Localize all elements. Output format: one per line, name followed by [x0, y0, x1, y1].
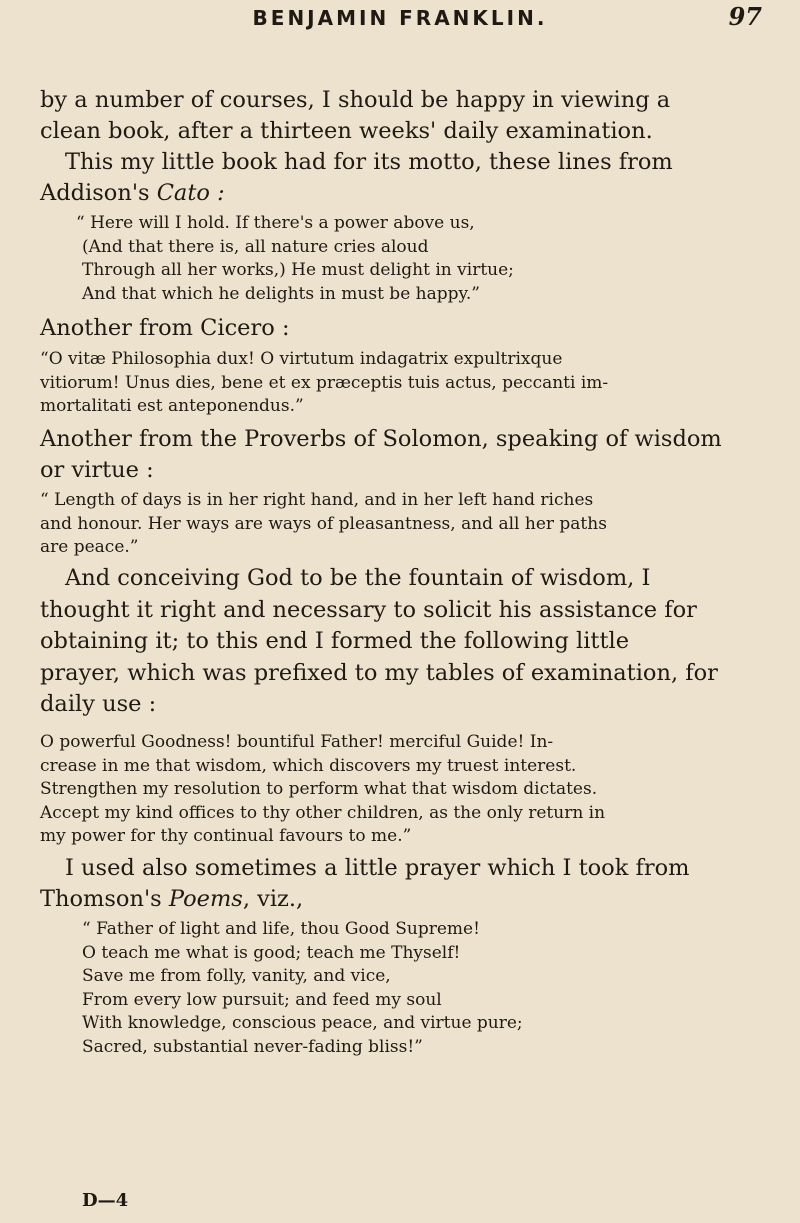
prayer-line: crease in me that wisdom, which discovers my truest interest. [40, 755, 577, 776]
text-line: obtaining it; to this end I formed the following little [40, 628, 630, 654]
quote-line: are peace.” [40, 537, 139, 557]
text-span: Addison's [40, 180, 157, 206]
paragraph-fountain [40, 563, 770, 721]
paragraph-proverbs [40, 424, 770, 486]
verse-line: Through all her works,) He must delight in virtue; [82, 260, 514, 280]
verse-line: “ Here will I hold. If there's a power above us, [76, 213, 475, 233]
prayer-line: my power for thy continual favours to me.” [40, 826, 412, 846]
verse-line: O teach me what is good; teach me Thyself! [82, 942, 461, 963]
quote-line: “ Length of days is in her right hand, and in her left hand riches [40, 490, 594, 510]
text-line: And conceiving God to be the fountain of wisdom, I [65, 565, 651, 591]
text-line: daily use : [40, 691, 157, 717]
verse-line: “ Father of light and life, thou Good Supreme! [82, 919, 480, 939]
prayer-line: Accept my kind offices to thy other children, as the only return in [40, 802, 606, 823]
quote-line: “O vitæ Philosophia dux! O virtutum indagatrix expultrixque [40, 349, 563, 369]
running-header: BENJAMIN FRANKLIN. [252, 6, 548, 30]
text-line: or virtue : [40, 457, 154, 483]
verse-line: And that which he delights in must be happy.” [82, 283, 480, 304]
page-number: 97 [728, 2, 762, 31]
text-line: clean book, after a thirteen weeks' daily examination. [40, 118, 653, 144]
quote-thomson [82, 918, 742, 1059]
prayer-line: O powerful Goodness! bountiful Father! merciful Guide! In- [40, 732, 554, 752]
quote-line: mortalitati est anteponendus.” [40, 396, 304, 416]
book-title-cato: Cato : [156, 180, 225, 206]
text-line: thought it right and necessary to solicit his assistance for [40, 596, 697, 623]
text-line: prayer, which was prefixed to my tables of examination, for [40, 659, 718, 686]
text-span: Thomson's [40, 886, 169, 912]
verse-line: Save me from folly, vanity, and vice, [82, 966, 391, 986]
paragraph-courses [40, 85, 770, 147]
quote-line: vitiorum! Unus dies, bene et ex præceptis tuis actus, peccanti im- [40, 372, 609, 393]
text-line [40, 178, 770, 209]
text-line: I used also sometimes a little prayer which I took from [65, 855, 690, 881]
text-line: Another from the Proverbs of Solomon, speaking of wisdom [40, 426, 722, 452]
quote-cato [76, 212, 736, 306]
prayer-text [40, 731, 770, 849]
paragraph-thomson [40, 853, 770, 915]
book-title-poems: Poems [168, 886, 243, 912]
quote-line: and honour. Her ways are ways of pleasantness, and all her paths [40, 513, 607, 534]
text-line [40, 884, 770, 915]
prayer-line: Strengthen my resolution to perform what that wisdom dictates. [40, 779, 598, 799]
quote-proverbs [40, 489, 770, 560]
verse-line: (And that there is, all nature cries aloud [82, 236, 429, 257]
quote-cicero [40, 348, 770, 419]
verse-line: With knowledge, conscious peace, and virtue pure; [82, 1013, 523, 1033]
verse-line: Sacred, substantial never-fading bliss!” [82, 1036, 423, 1057]
signature-mark: D—4 [82, 1190, 129, 1211]
verse-line: From every low pursuit; and feed my soul [82, 989, 442, 1010]
text-line: by a number of courses, I should be happy in viewing a [40, 87, 671, 113]
text-line: This my little book had for its motto, these lines from [65, 149, 673, 175]
paragraph-motto [40, 147, 770, 209]
heading-cicero: Another from Cicero : [40, 315, 290, 341]
text-span: , viz., [242, 886, 304, 912]
